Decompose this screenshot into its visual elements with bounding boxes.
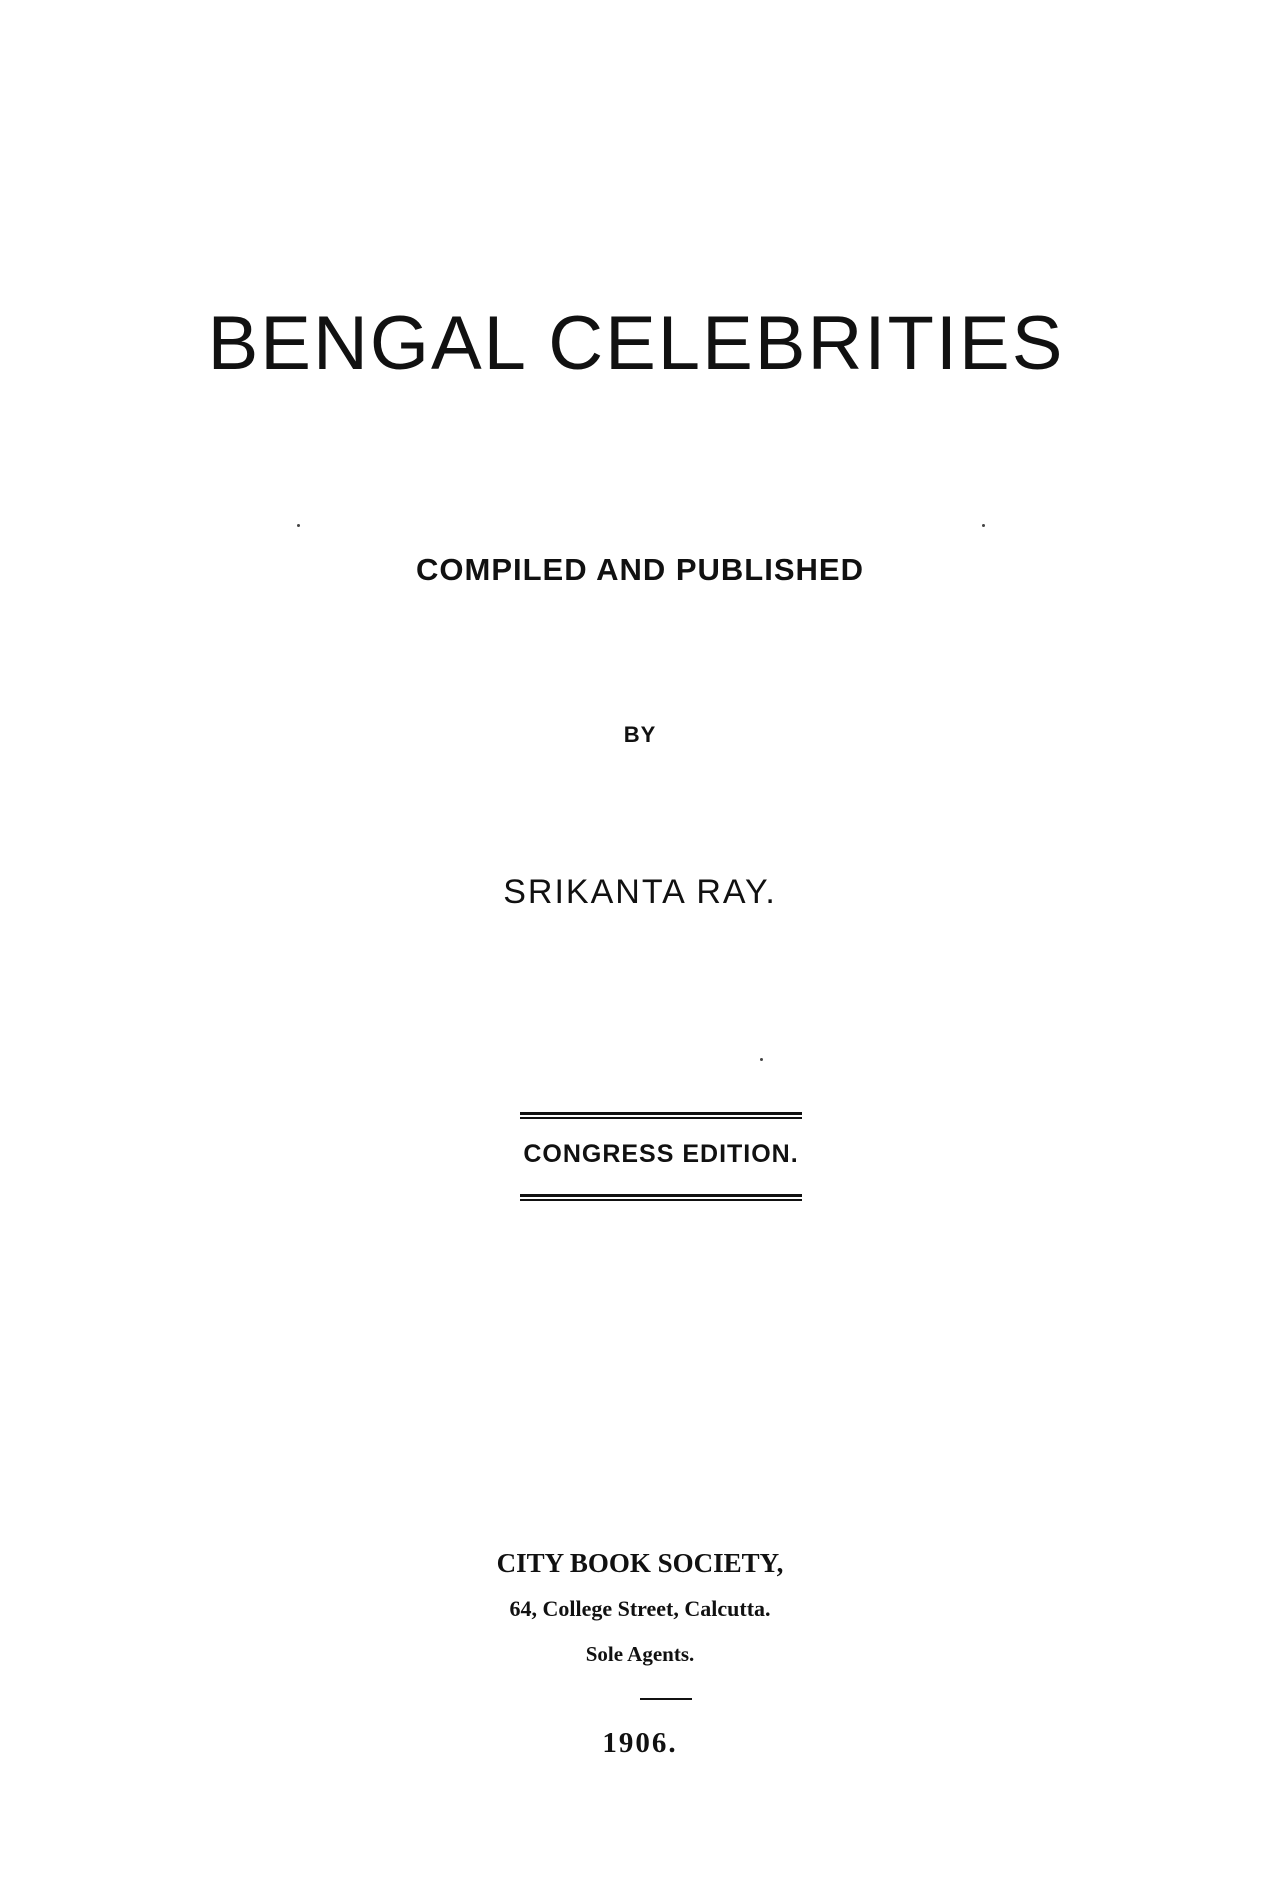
publication-year: 1906. — [602, 1727, 678, 1759]
publisher-address: 64, College Street, Calcutta. — [509, 1596, 771, 1621]
sole-agents-line: Sole Agents. — [585, 1642, 695, 1666]
divider-rule — [640, 1698, 692, 1700]
book-title: BENGAL CELEBRITIES — [207, 301, 1065, 386]
print-speck — [297, 524, 300, 527]
publisher-name: CITY BOOK SOCIETY, — [496, 1548, 784, 1578]
edition-rule-top — [520, 1112, 802, 1119]
author-name: SRIKANTA RAY. — [503, 873, 777, 911]
compiled-and-published-line: COMPILED AND PUBLISHED — [416, 552, 864, 587]
print-speck — [982, 524, 985, 527]
print-speck — [760, 1058, 763, 1061]
by-line: BY — [623, 722, 657, 747]
edition-rule-bottom — [520, 1194, 802, 1201]
edition-label: CONGRESS EDITION. — [523, 1140, 799, 1168]
edition-block — [520, 1112, 802, 1204]
